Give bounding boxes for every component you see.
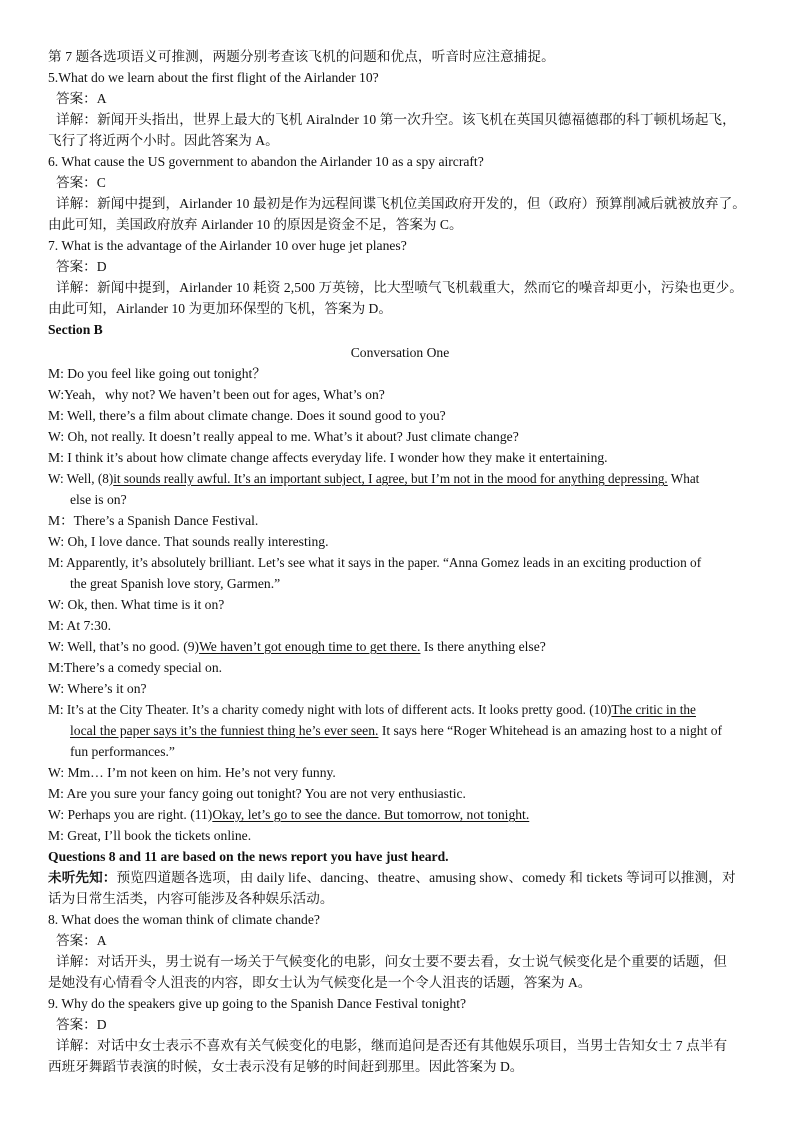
dialogue-line [48, 468, 760, 489]
dialogue-line [48, 783, 760, 804]
answer-9 [56, 1014, 768, 1035]
line-text: It says here “Roger Whitehead is an amazing host to a night of [378, 723, 723, 738]
line-text: W: Well, that’s no good. (9) [48, 639, 200, 654]
line-text: 6. What cause the US government to abandon the Airlander 10 as a spy aircraft? [48, 154, 484, 169]
question-8 [48, 909, 760, 930]
preview-label: 未听先知： [48, 870, 117, 885]
line-text: 是她没有心情看令人沮丧的内容，即女士认为气候变化是一个令人沮丧的话题，答案为 A。 [48, 975, 592, 990]
line-text: Is there anything else? [420, 639, 546, 654]
explanation-7 [56, 277, 760, 298]
dialogue-line [48, 384, 760, 405]
explanation-7-cont [48, 298, 760, 319]
line-text: W: Oh, not really. It doesn’t really appeal to me. What’s it about? Just climate change? [48, 429, 519, 444]
line-text: 答案：D [56, 1017, 107, 1032]
dialogue-line [48, 594, 760, 615]
dialogue-line [48, 405, 760, 426]
preview-note-cont [48, 888, 760, 909]
dialogue-line [48, 699, 760, 720]
dialogue-line [48, 615, 760, 636]
underlined-answer-11: Okay, let’s go to see the dance. But tomorrow, not tonight. [212, 807, 530, 822]
line-text: 第 7 题各选项语义可推测，两题分别考查该飞机的问题和优点，听音时应注意捕捉。 [48, 49, 555, 64]
explanation-5 [56, 109, 760, 130]
explanation-8-cont [48, 972, 760, 993]
line-text: 详解：新闻中提到，Airlander 10 耗资 2,500 万英镑，比大型喷气飞机载重大，然而它的噪音却更小，污染也更少。 [56, 280, 743, 295]
line-text: else is on? [70, 492, 127, 507]
line-text: 7. What is the advantage of the Airlander 10 over huge jet planes? [48, 238, 407, 253]
dialogue-line [48, 447, 760, 468]
dialogue-line [48, 426, 760, 447]
dialogue-line [48, 510, 760, 531]
line-text: W: Oh, I love dance. That sounds really interesting. [48, 534, 329, 549]
line-text: Section B [48, 322, 103, 337]
line-text: M：There’s a Spanish Dance Festival. [48, 513, 259, 528]
line-text: 9. Why do the speakers give up going to the Spanish Dance Festival tonight? [48, 996, 467, 1011]
underlined-answer-9: We haven’t got enough time to get there. [199, 639, 421, 654]
dialogue-line [48, 825, 760, 846]
dialogue-line-cont [70, 720, 760, 741]
line-text: What [667, 471, 700, 486]
explanation-8 [56, 951, 760, 972]
dialogue-line-cont [70, 741, 782, 762]
line-text: 详解：新闻中提到，Airlander 10 最初是作为远程间谍飞机位美国政府开发的，但（政府）预算削减后就被放弃了。 [56, 196, 746, 211]
line-text: M: Are you sure your fancy going out tonight? You are not very enthusiastic. [48, 786, 466, 801]
questions-heading [48, 846, 760, 867]
question-7 [48, 235, 760, 256]
line-text: M:There’s a comedy special on. [48, 660, 223, 675]
line-text: 答案：C [56, 175, 106, 190]
answer-5 [56, 88, 768, 109]
line-text: W:Yeah，why not? We haven’t been out for ages, What’s on? [48, 387, 385, 402]
answer-7 [56, 256, 768, 277]
text-line [48, 46, 760, 67]
dialogue-line-cont [70, 489, 782, 510]
line-text: 西班牙舞蹈节表演的时候，女士表示没有足够的时间赶到那里。因此答案为 D。 [48, 1059, 524, 1074]
conversation-title [0, 342, 800, 363]
dialogue-line [48, 657, 760, 678]
line-text: 详解：对话开头，男士说有一场关于气候变化的电影，问女士要不要去看，女士说气候变化是个重要的话题，但 [56, 954, 727, 969]
line-text: 8. What does the woman think of climate chande? [48, 912, 320, 927]
line-text: 详解：新闻开头指出，世界上最大的飞机 Airalnder 10 第一次升空。该飞机在英国贝德福德郡的科丁顿机场起飞， [56, 112, 736, 127]
preview-note [48, 867, 760, 888]
answer-8 [56, 930, 768, 951]
line-text: 详解：对话中女士表示不喜欢有关气候变化的电影，继而追问是否还有其他娱乐项目，当男士告知女士 7 点半有 [56, 1038, 728, 1053]
section-heading [48, 319, 760, 340]
dialogue-line [48, 531, 760, 552]
line-text: 答案：A [56, 91, 107, 106]
answer-6 [56, 172, 768, 193]
line-text: W: Mm… I’m not keen on him. He’s not very funny. [48, 765, 336, 780]
dialogue-line-cont [70, 573, 782, 594]
underlined-answer-10-cont: local the paper says it’s the funniest thing he’s ever seen. [70, 723, 379, 738]
line-text: M: Do you feel like going out tonight？ [48, 366, 266, 381]
explanation-6 [56, 193, 760, 214]
line-text: M: Great, I’ll book the tickets online. [48, 828, 252, 843]
line-text: 飞行了将近两个小时。因此答案为 A。 [48, 133, 279, 148]
line-text: Conversation One [350, 345, 450, 360]
line-text: 5.What do we learn about the first flight of the Airlander 10? [48, 70, 379, 85]
line-text: Questions 8 and 11 are based on the news report you have just heard. [48, 849, 449, 864]
line-text: W: Ok, then. What time is it on? [48, 597, 225, 612]
line-text: 答案：A [56, 933, 107, 948]
question-9 [48, 993, 760, 1014]
line-text: W: Perhaps you are right. (11) [48, 807, 213, 822]
line-text: the great Spanish love story, Garmen.” [70, 576, 281, 591]
question-6 [48, 151, 760, 172]
dialogue-line [48, 804, 760, 825]
question-5 [48, 67, 760, 88]
dialogue-line [48, 636, 760, 657]
dialogue-line [48, 363, 760, 384]
explanation-9 [56, 1035, 760, 1056]
line-text: W: Well, (8) [48, 471, 114, 486]
line-text: fun performances.” [70, 744, 175, 759]
underlined-answer-8: it sounds really awful. It’s an important subject, I agree, but I’m not in the mood for anything depressing. [113, 471, 668, 486]
line-text: W: Where’s it on? [48, 681, 147, 696]
underlined-answer-10: The critic in the [611, 702, 696, 717]
line-text: M: It’s at the City Theater. It’s a charity comedy night with lots of different acts. It looks pretty good. (10) [48, 702, 612, 717]
explanation-9-cont [48, 1056, 760, 1077]
explanation-6-cont [48, 214, 760, 235]
dialogue-line [48, 678, 760, 699]
dialogue-line [48, 762, 760, 783]
line-text: M: I think it’s about how climate change affects everyday life. I wonder how they make it entertaining. [48, 450, 608, 465]
dialogue-line [48, 552, 760, 573]
line-text: 答案：D [56, 259, 107, 274]
line-text: M: Apparently, it’s absolutely brilliant. Let’s see what it says in the paper. “Anna Gomez leads in an exciting production of [48, 555, 702, 570]
line-text: 由此可知，Airlander 10 为更加环保型的飞机，答案为 D。 [48, 301, 392, 316]
line-text: M: At 7:30. [48, 618, 112, 633]
explanation-5-cont [48, 130, 760, 151]
line-text: 由此可知，美国政府放弃 Airlander 10 的原因是资金不足，答案为 C。 [48, 217, 463, 232]
line-text: M: Well, there’s a film about climate change. Does it sound good to you? [48, 408, 446, 423]
line-text: 话为日常生活类，内容可能涉及各种娱乐活动。 [48, 891, 334, 906]
line-text: 预览四道题各选项，由 daily life、dancing、theatre、amusing show、comedy 和 tickets 等词可以推测，对 [116, 870, 736, 885]
